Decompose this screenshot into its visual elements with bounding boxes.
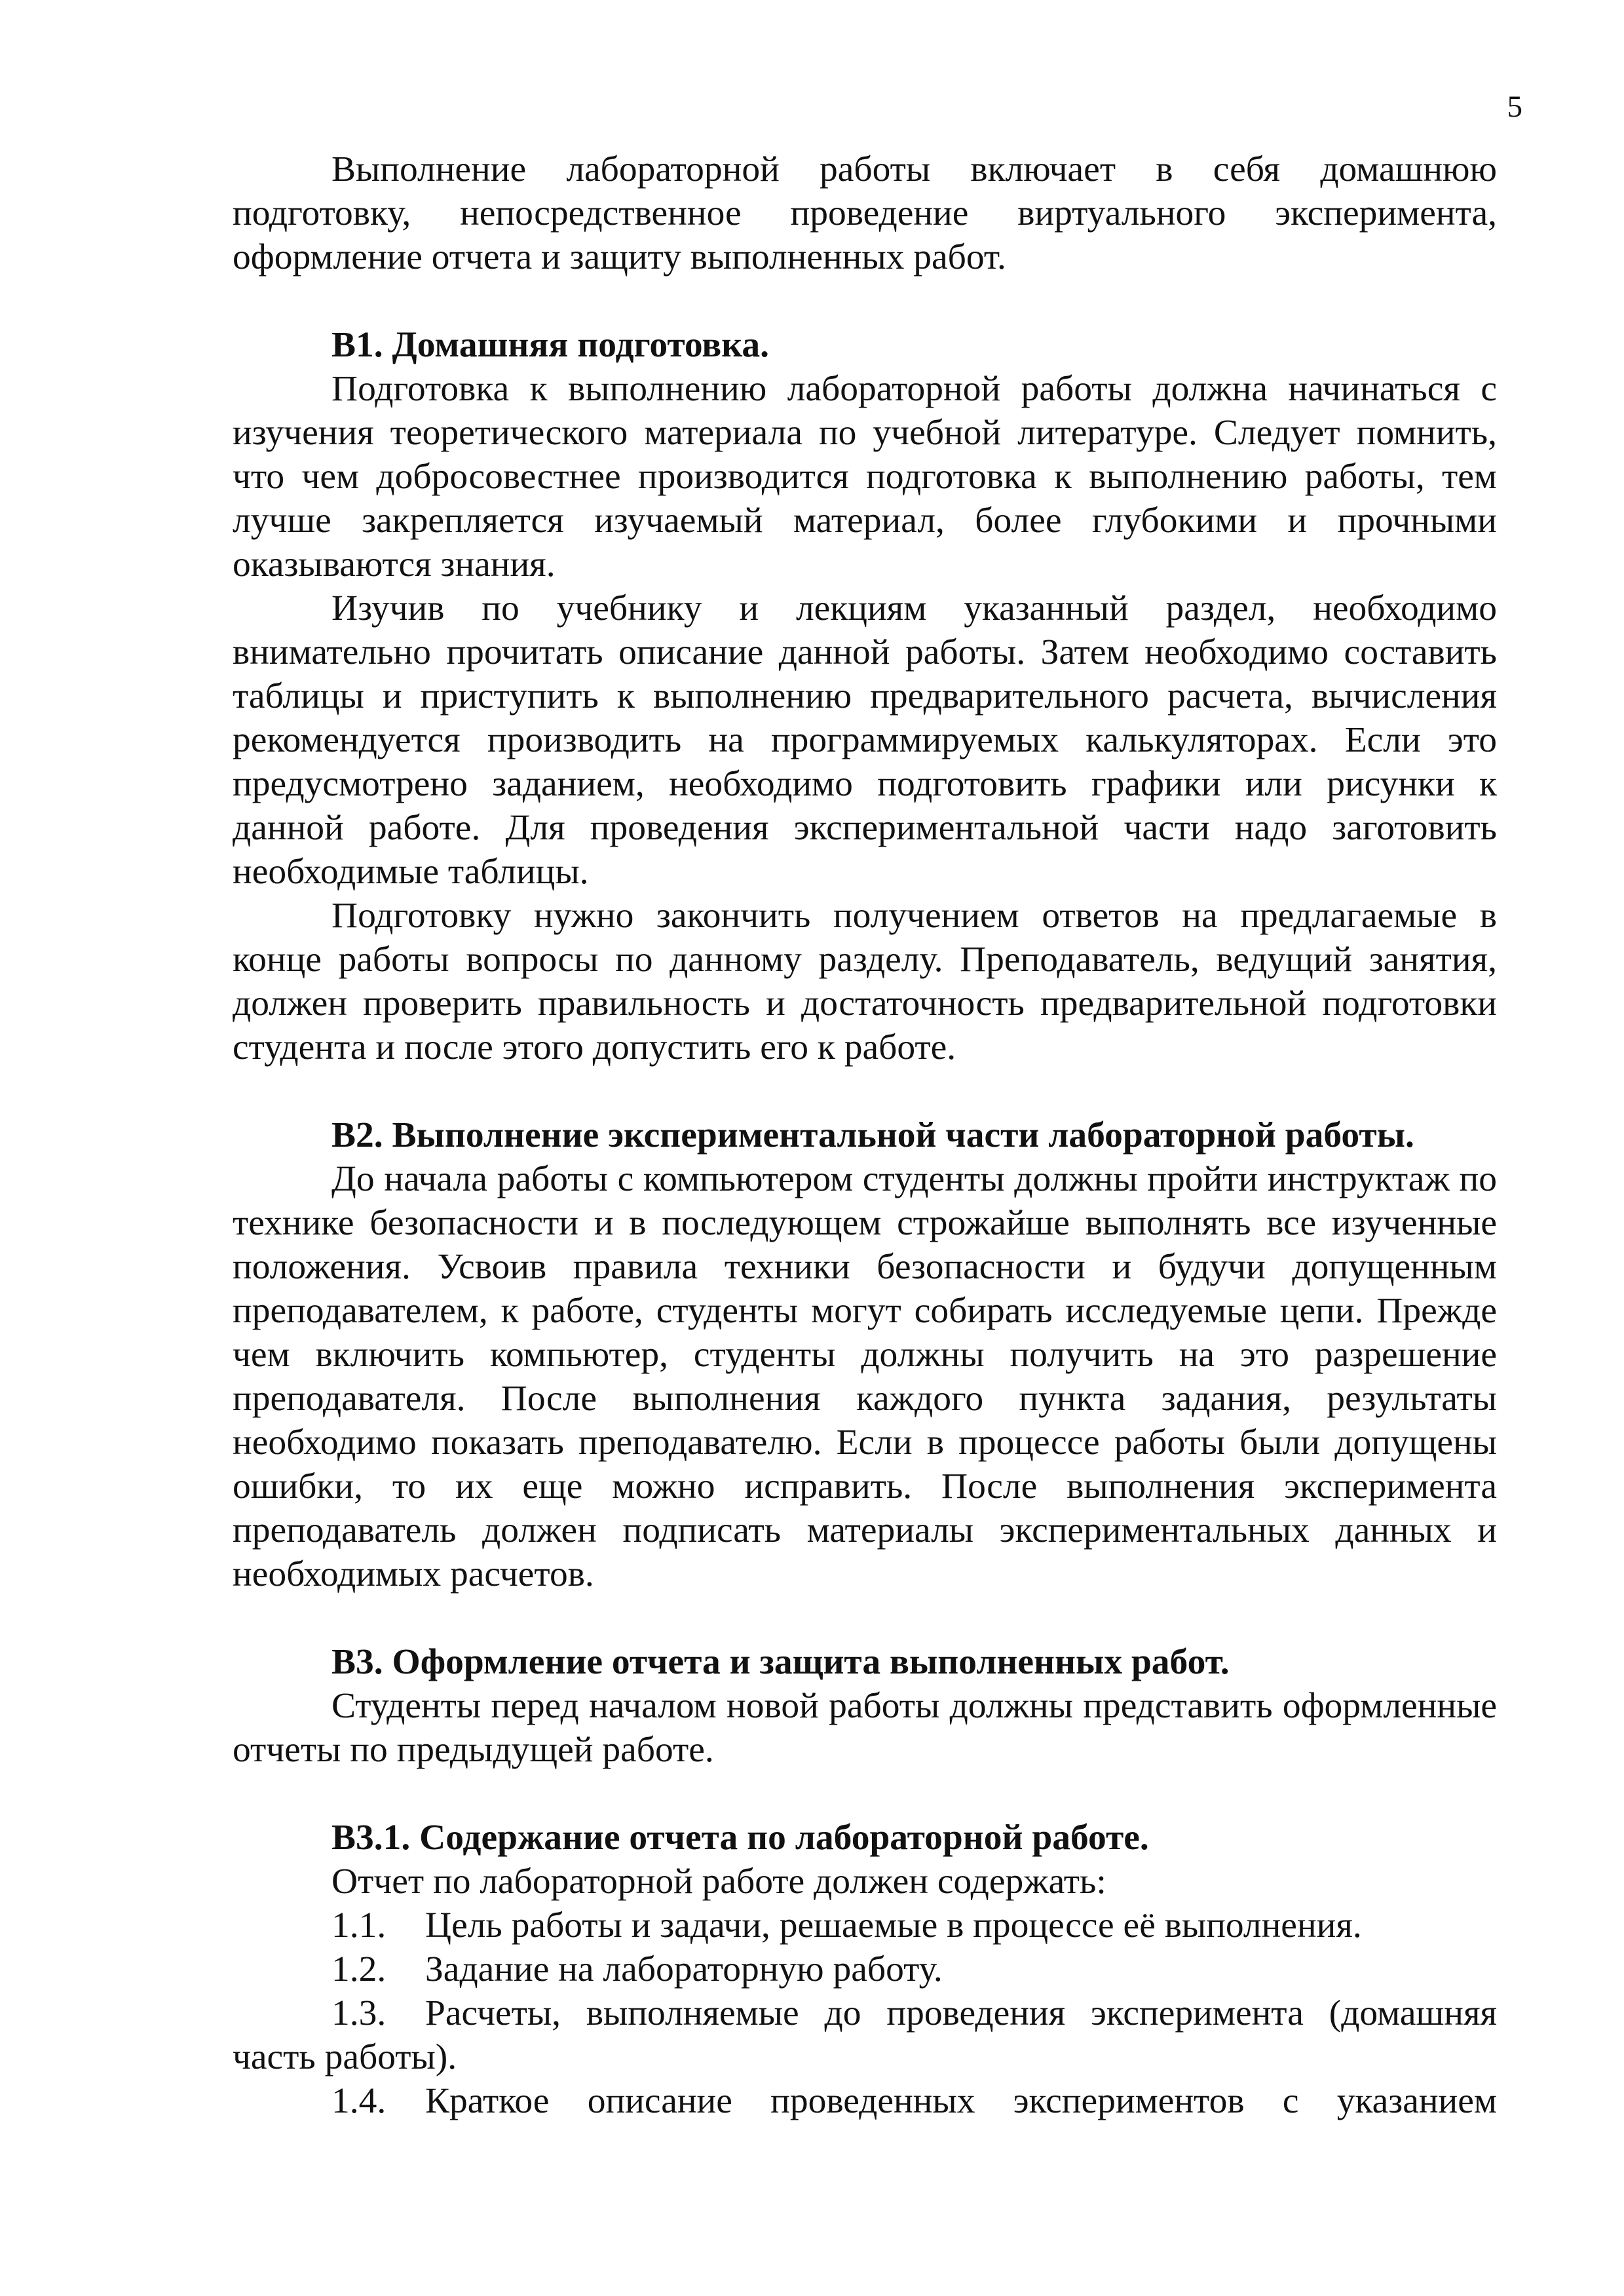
list-lead: Отчет по лабораторной работе должен содержать: <box>331 1862 1106 1902</box>
list-item-text: Задание на лабораторную работу. <box>425 1949 943 1989</box>
list-item <box>233 1991 1497 2079</box>
list-item <box>233 1904 1497 1947</box>
list-item-text: Расчеты, выполняемые до проведения эксперимента (домашняя часть работы). <box>233 1993 1497 2077</box>
list-item <box>233 1947 1497 1991</box>
paragraph: До начала работы с компьютером студенты должны пройти инструктаж по технике безопасности и в последующем строжайше выполнять все изученные положения. Усвоив правила техники безопасности и будучи допущенным преподавателем, к работе, студенты могут собирать исследуемые цепи. Прежде чем включить компьютер, студенты должны получить на это разрешение преподавателя. После выполнения каждого пункта задания, результаты необходимо показать преподавателю. Если в процессе работы были допущены ошибки, то их еще можно исправить. После выполнения эксперимента преподаватель должен подписать материалы экспериментальных данных и необходимых расчетов. <box>233 1159 1497 1594</box>
section-title-b2: В2. Выполнение экспериментальной части лабораторной работы. <box>331 1115 1414 1155</box>
list-item-number: 1.2. <box>331 1949 387 1989</box>
intro-paragraph: Выполнение лабораторной работы включает в себя домашнюю подготовку, непосредственное проведение виртуального эксперимента, оформление отчета и защиту выполненных работ. <box>233 149 1497 277</box>
section-title-b1: В1. Домашняя подготовка. <box>331 325 770 365</box>
paragraph: Студенты перед началом новой работы должны представить оформленные отчеты по предыдущей работе. <box>233 1686 1497 1770</box>
paragraph: Изучив по учебнику и лекциям указанный раздел, необходимо внимательно прочитать описание данной работы. Затем необходимо составить таблицы и приступить к выполнению предварительного расчета, вычисления рекомендуется производить на программируемых калькуляторах. Если это предусмотрено заданием, необходимо подготовить графики или рисунки к данной работе. Для проведения экспериментальной части надо заготовить необходимые таблицы. <box>233 588 1497 892</box>
list-item-number: 1.3. <box>331 1993 387 2033</box>
page-number: 5 <box>1507 90 1522 124</box>
list-item-number: 1.1. <box>331 1905 387 1945</box>
paragraph: Подготовка к выполнению лабораторной работы должна начинаться с изучения теоретического материала по учебной литературе. Следует помнить, что чем добросовестнее производится подготовка к выполнению работы, тем лучше закрепляется изучаемый материал, более глубокими и прочными оказываются знания. <box>233 369 1497 584</box>
list-item-number: 1.4. <box>331 2081 387 2121</box>
list-item-text: Краткое описание проведенных экспериментов с указанием <box>425 2081 1497 2121</box>
section-title-b31: В3.1. Содержание отчета по лабораторной работе. <box>331 1818 1149 1858</box>
list-item <box>233 2079 1497 2123</box>
section-title-b3: В3. Оформление отчета и защита выполненных работ. <box>331 1642 1230 1682</box>
paragraph: Подготовку нужно закончить получением ответов на предлагаемые в конце работы вопросы по данному разделу. Преподаватель, ведущий занятия, должен проверить правильность и достаточность предварительной подготовки студента и после этого допустить его к работе. <box>233 896 1497 1067</box>
list-item-text: Цель работы и задачи, решаемые в процессе её выполнения. <box>425 1905 1362 1945</box>
page-body <box>233 147 1497 2123</box>
